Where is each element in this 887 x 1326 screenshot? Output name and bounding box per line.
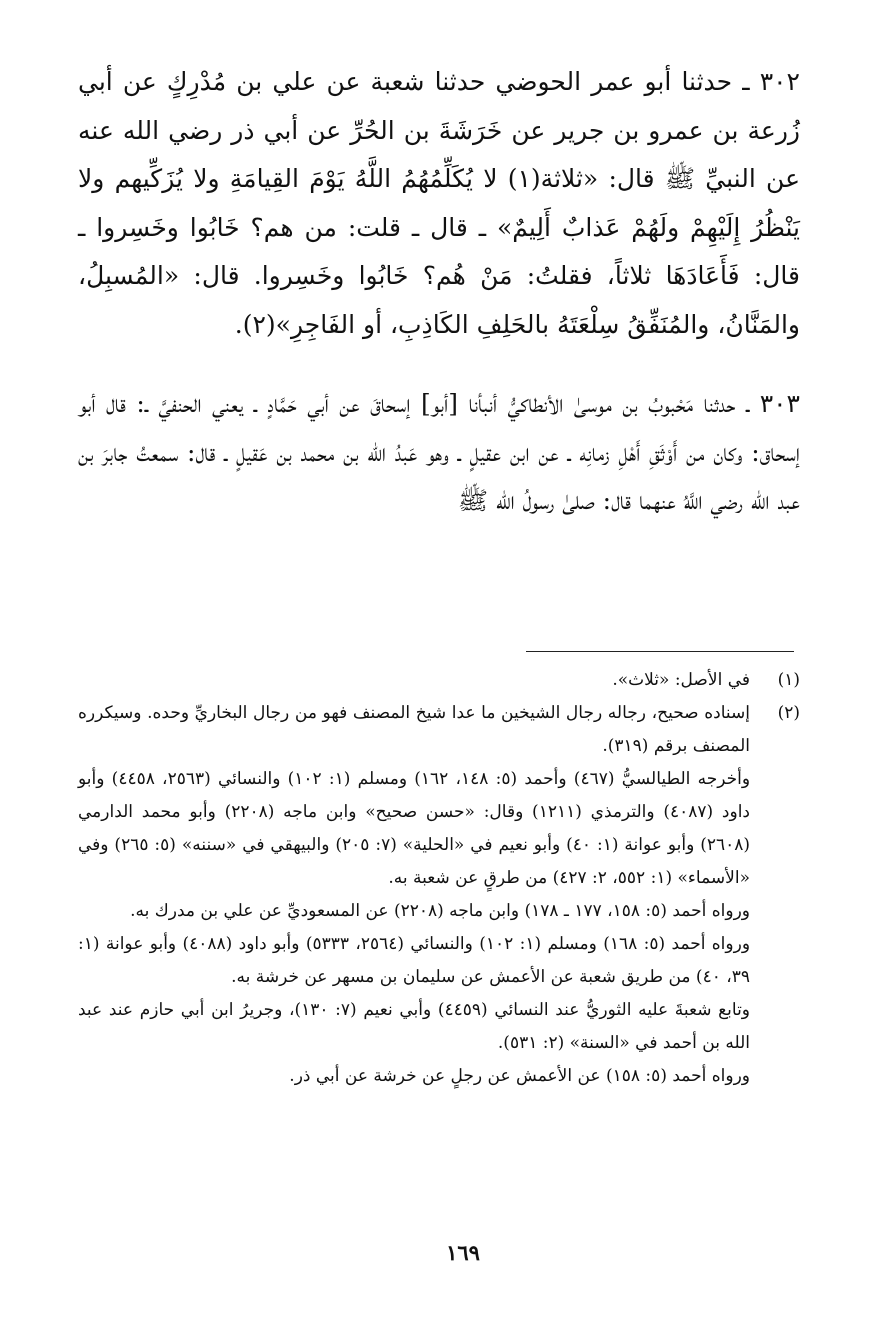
hadith-302: ٣٠٢ ـ حدثنا أبو عمر الحوضي حدثنا شعبة عن علي بن مُدْرِكٍ عن أبي زُرعة بن عمرو بن جرير عن خَرَشَةَ بن الحُرِّ عن أبي ذر رضي الله عنه عن النبيِّ ﷺ قال: «ثلاثة(١) لا يُكَلِّمُهُمُ اللَّهُ يَوْمَ القِيامَةِ ولا يُزَكِّيهم ولا يَنْظُرُ إِلَيْهِمْ ولَهُمْ عَذابٌ أَلِيمٌ» ـ قال ـ قلت: من هم؟ خَابُوا وخَسِروا ـ قال: فَأَعَادَهَا ثلاثاً، فقلتُ: مَنْ هُم؟ خَابُوا وخَسِروا. قال: «المُسبِلُ، والمَنَّانُ، والمُنَفِّقُ سِلْعَتَهُ بالحَلِفِ الكَاذِبِ، أو الفَاجِرِ»(٢).	[78, 67, 800, 339]
footnote-body	[78, 697, 750, 1093]
footnote-paragraph: وتابع شعبةَ عليه الثوريُّ عند النسائي (٤٤٥٩) وأبي نعيم (٧: ١٣٠)، وجريرُ ابن أبي حازم عند عبد الله بن أحمد في «السنة» (٢: ٥٣١).	[78, 1000, 751, 1053]
footnote-body	[78, 664, 750, 697]
footnote-1	[78, 664, 800, 697]
footnote-paragraph: ورواه أحمد (٥: ١٦٨) ومسلم (١: ١٠٢) والنسائي (٢٥٦٤، ٥٣٣٣) وأبو داود (٤٠٨٨) وأبو عوانة (١: ٣٩، ٤٠) من طريق شعبة عن الأعمش عن سليمان بن مسهر عن خرشة به.	[78, 934, 751, 987]
footnote-paragraph: ورواه أحمد (٥: ١٥٨) عن الأعمش عن رجلٍ عن خرشة عن أبي ذر.	[289, 1066, 750, 1086]
footnote-paragraph: في الأصل: «ثلاث».	[612, 670, 750, 690]
footnote-paragraph: إسناده صحيح، رجاله رجال الشيخين ما عدا شيخ المصنف فهو من رجال البخاريِّ وحده. وسيكرره المصنف برقم (٣١٩).	[78, 703, 750, 756]
main-text	[78, 58, 800, 526]
footnote-paragraph: وأخرجه الطيالسيُّ (٤٦٧) وأحمد (٥: ١٤٨، ١٦٢) ومسلم (١: ١٠٢) والنسائي (٢٥٦٣، ٤٤٥٨) وأبو داود (٤٠٨٧) والترمذي (١٢١١) وقال: «حسن صحيح» وابن ماجه (٢٢٠٨) وأبو محمد الدارمي (٢٦٠٨) وأبو عوانة (١: ٤٠) وأبو نعيم في «الحلية» (٧: ٢٠٥) والبيهقي في «سننه» (٥: ٢٦٥) وفي «الأسماء» (١: ٥٥٢، ٢: ٤٢٧) من طرقٍ عن شعبة به.	[78, 769, 751, 888]
page-number: ١٦٩	[446, 1240, 480, 1265]
footnote-number: (١)	[777, 670, 800, 690]
hadith-303: ٣٠٣ ـ حدثنا مَحْبوبُ بن موسىٰ الأنطاكيُّ أنبأنا [أبو] إسحاقَ عن أبي حَمَّادٍ ـ يعني الحنفيَّ ـ: قال أبو إسحاق: وكان من أَوْثَقِ أَهْلِ زمانِه ـ عن ابن عقيلٍ ـ وهو عَبدُ الله بن محمد بن عَقيلٍ ـ قال: سمعتُ جابرَ بن عبد الله رضي اللَّهُ عنهما قال: صلىٰ رسولُ الله ﷺ	[78, 389, 800, 515]
footnote-paragraph: ورواه أحمد (٥: ١٥٨، ١٧٧ ـ ١٧٨) وابن ماجه (٢٢٠٨) عن المسعوديِّ عن علي بن مدرك به.	[130, 901, 750, 921]
footnote-number: (٢)	[777, 703, 800, 723]
footnotes	[78, 664, 800, 1093]
book-page	[78, 58, 800, 1288]
footnote-2	[78, 697, 800, 1093]
footnote-separator	[526, 651, 794, 652]
